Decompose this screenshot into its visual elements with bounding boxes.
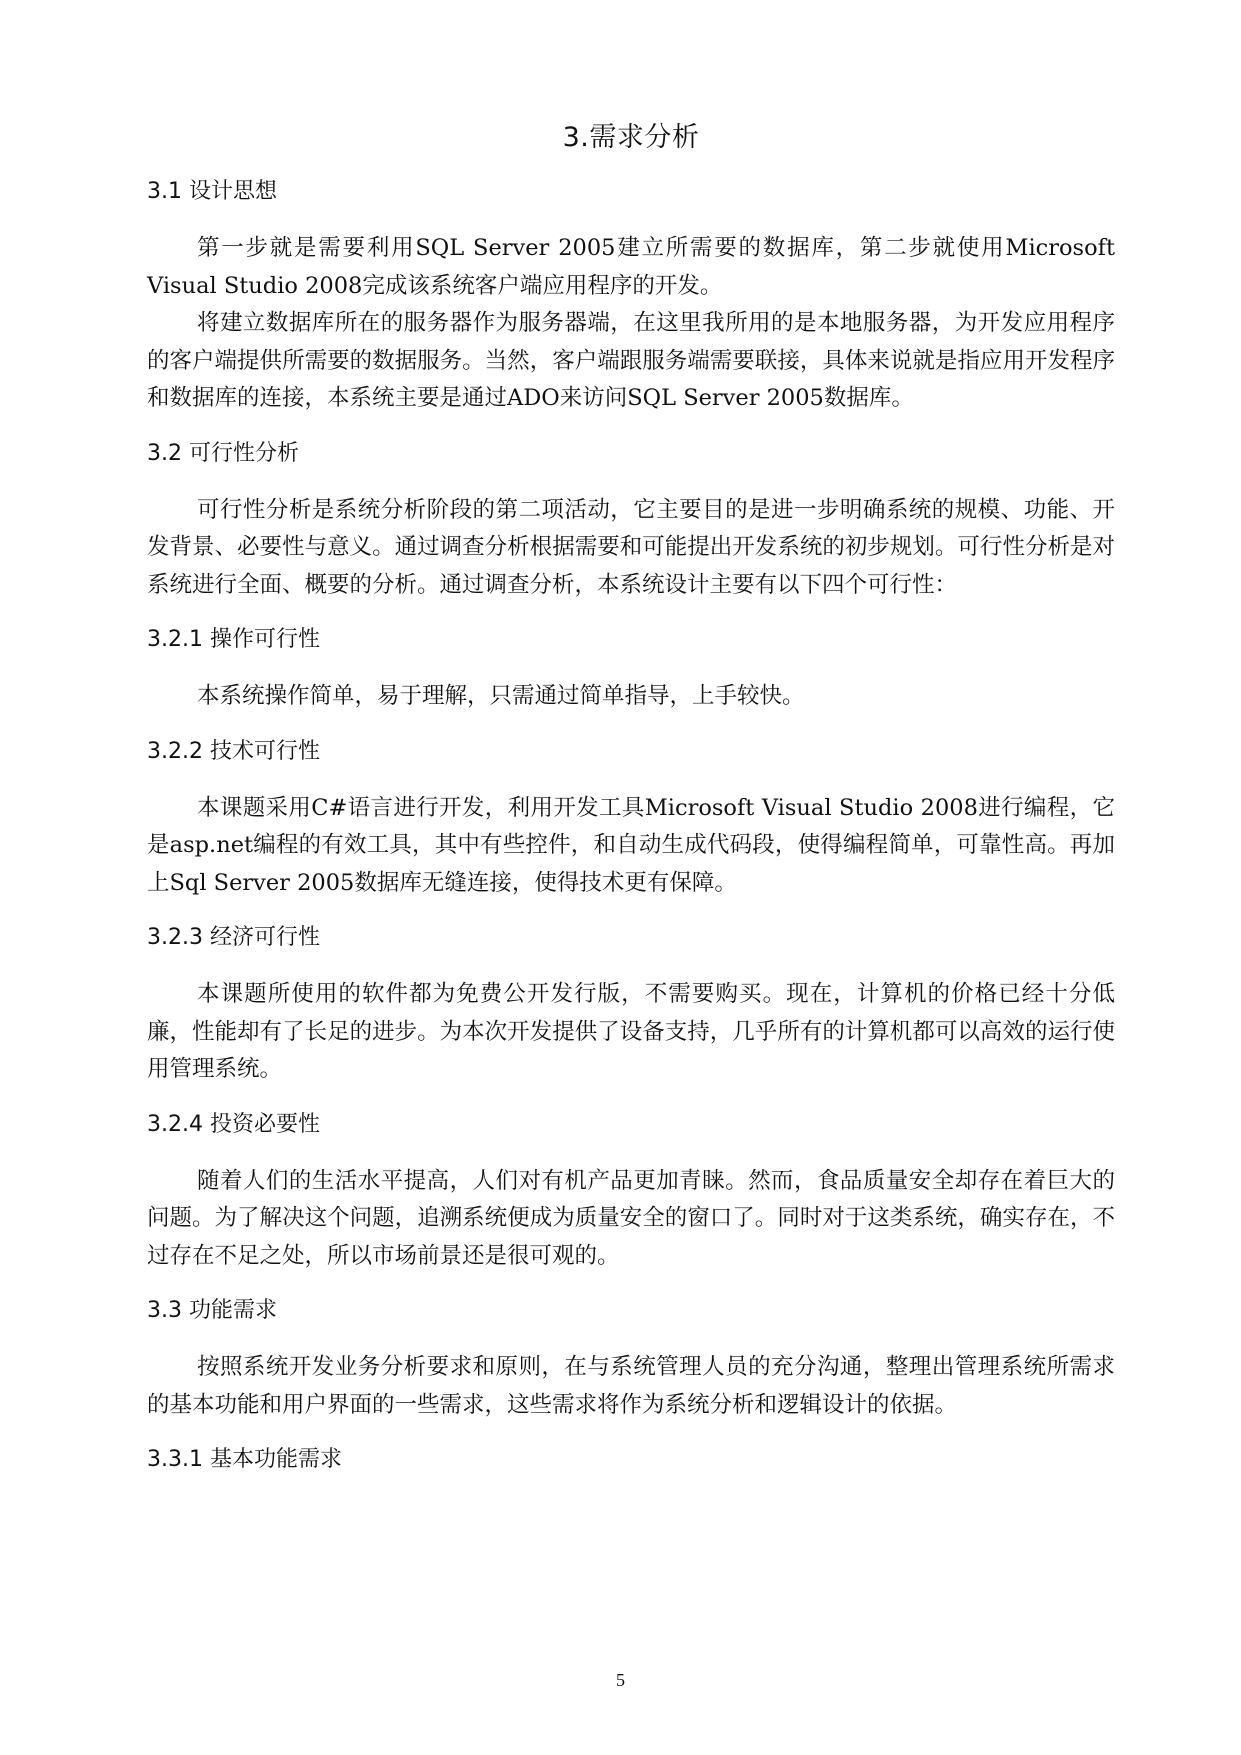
chapter-title: 3.需求分析 [562,122,700,153]
section-heading-3-2-3: 3.2.3 经济可行性 [147,925,320,950]
section-heading-3-2-2: 3.2.2 技术可行性 [147,738,320,764]
page-number: 5 [616,1670,625,1690]
paragraph: 将建立数据库所在的服务器作为服务器端，在这里我所用的是本地服务器，为开发应用程序的客户端提供所需要的数据服务。当然，客户端跟服务端需要联接，具体来说就是指应用开发程序和数据库的连接，本系统主要是通过ADO来访问SQL Server 2005数据库。 [147,310,1115,411]
section-heading-3-2-1: 3.2.1 操作可行性 [147,627,320,652]
paragraph: 按照系统开发业务分析要求和原则，在与系统管理人员的充分沟通，整理出管理系统所需求的基本功能和用户界面的一些需求，这些需求将作为系统分析和逻辑设计的依据。 [147,1354,1115,1418]
section-heading-3-1: 3.1 设计思想 [147,179,277,204]
paragraph: 本课题所使用的软件都为免费公开发行版，不需要购买。现在，计算机的价格已经十分低廉，性能却有了长足的进步。为本次开发提供了设备支持，几乎所有的计算机都可以高效的运行使用管理系统。 [147,981,1115,1082]
paragraph: 第一步就是需要利用SQL Server 2005建立所需要的数据库，第二步就使用Microsoft Visual Studio 2008完成该系统客户端应用程序的开发。 [147,235,1115,299]
section-heading-3-3-1: 3.3.1 基本功能需求 [147,1447,342,1472]
paragraph: 本课题采用C#语言进行开发，利用开发工具Microsoft Visual Studio 2008进行编程，它是asp.net编程的有效工具，其中有些控件，和自动生成代码段，使得编程简单，可靠性高。再加上Sql Server 2005数据库无缝连接，使得技术更有保障。 [147,794,1115,896]
section-heading-3-3: 3.3 功能需求 [147,1298,277,1323]
paragraph: 随着人们的生活水平提高，人们对有机产品更加青睐。然而，食品质量安全却存在着巨大的问题。为了解决这个问题，追溯系统便成为质量安全的窗口了。同时对于这类系统，确实存在，不过存在不足之处，所以市场前景还是很可观的。 [147,1167,1115,1269]
paragraph: 本系统操作简单，易于理解，只需通过简单指导，上手较快。 [197,683,805,709]
section-heading-3-2: 3.2 可行性分析 [147,440,299,466]
section-heading-3-2-4: 3.2.4 投资必要性 [147,1111,320,1137]
page-content [147,118,1115,1498]
paragraph: 可行性分析是系统分析阶段的第二项活动，它主要目的是进一步明确系统的规模、功能、开发背景、必要性与意义。通过调查分析根据需要和可能提出开发系统的初步规划。可行性分析是对系统进行全面、概要的分析。通过调查分析，本系统设计主要有以下四个可行性： [147,496,1115,598]
